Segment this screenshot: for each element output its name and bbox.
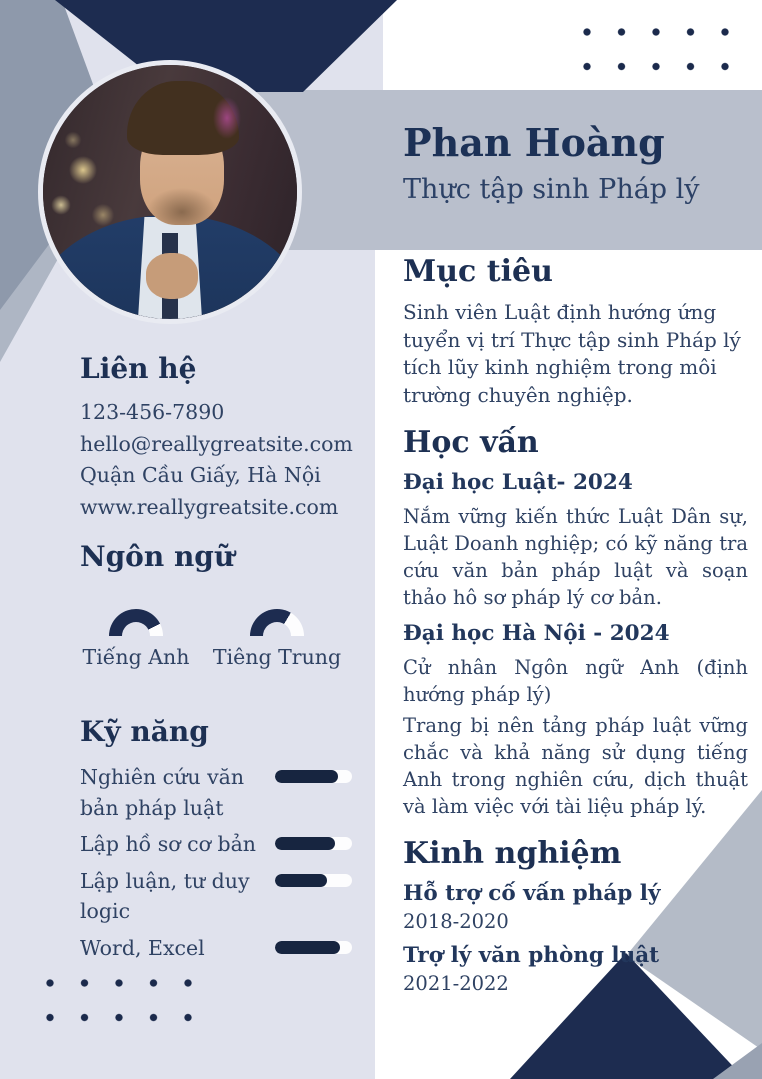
language-gauge-arc: [250, 609, 304, 636]
languages-section: [80, 540, 352, 669]
contact-phone: 123-456-7890: [80, 400, 225, 424]
language-gauge: [250, 609, 304, 636]
objective-heading: Mục tiêu: [403, 254, 553, 289]
experience-role: Hỗ trợ cố vấn pháp lý: [403, 881, 661, 906]
candidate-title: Thực tập sinh Pháp lý: [403, 173, 700, 205]
language-gauge-arc: [109, 609, 163, 636]
education-description: Nắm vững kiến thức Luật Dân sự, Luật Doanh nghiệp; có kỹ năng tra cứu văn bản pháp luật và soạn thảo hô sơ pháp lý cơ bản.: [403, 505, 748, 609]
skill-bar-fill: [275, 770, 338, 783]
skill-label: Word, Excel: [80, 935, 205, 960]
portrait-hands: [146, 253, 198, 299]
language-gauge: [109, 609, 163, 636]
skill-label: Lập luận, tư duy logic: [80, 868, 250, 923]
language-item: [80, 609, 192, 669]
skill-bar-fill: [275, 837, 335, 850]
language-label: Tiêng Trung: [212, 645, 342, 669]
contact-email: hello@reallygreatsite.com: [80, 431, 353, 456]
skill-row: [80, 829, 352, 860]
main-column: [403, 250, 748, 1001]
education-school: Đại học Luật- 2024: [403, 470, 633, 495]
skill-row: [80, 933, 352, 964]
skill-bar: [275, 837, 352, 850]
skill-bar: [275, 941, 352, 954]
experience-period: 2018-2020: [403, 910, 509, 933]
header-block: [403, 122, 700, 205]
experience-section: [403, 836, 748, 997]
experience-period: 2021-2022: [403, 972, 509, 995]
experience-heading: Kinh nghiệm: [403, 836, 622, 871]
language-label: Tiếng Anh: [82, 645, 190, 669]
skills-section: [80, 715, 352, 969]
skill-row: [80, 762, 352, 823]
skill-bar: [275, 770, 352, 783]
education-description: Cử nhân Ngôn ngữ Anh (định hướng pháp lý): [403, 656, 748, 706]
skill-bar-fill: [275, 874, 327, 887]
skill-label: Lập hồ sơ cơ bản: [80, 832, 257, 856]
education-heading: Học vấn: [403, 425, 539, 460]
objective-text: Sinh viên Luật định hướng ứng tuyển vị trí Thực tập sinh Pháp lý tích lũy kinh nghiệm trong môi trường chuyên nghiệp.: [403, 300, 741, 407]
languages-row: [80, 609, 352, 669]
dot-grid-bottom-left: [46, 979, 196, 1025]
education-school: Đại học Hà Nội - 2024: [403, 621, 670, 646]
skills-list: [80, 762, 352, 963]
dot-grid-top-right: [583, 28, 733, 74]
contact-website: www.reallygreatsite.com: [80, 494, 339, 519]
contact-list: [80, 397, 352, 523]
experience-role: Trợ lý văn phòng luật: [403, 943, 660, 968]
skills-heading: Kỹ năng: [80, 715, 209, 748]
skill-bar: [275, 874, 352, 887]
contact-section: [80, 352, 352, 523]
contact-heading: Liên hệ: [80, 352, 197, 385]
skill-row: [80, 866, 352, 927]
skill-bar-fill: [275, 941, 340, 954]
candidate-name: Phan Hoàng: [403, 120, 665, 165]
contact-address: Quận Cầu Giấy, Hà Nội: [80, 463, 321, 487]
languages-heading: Ngôn ngữ: [80, 540, 235, 573]
education-description: Trang bị nên tảng pháp luật vững chắc và khả năng sử dụng tiếng Anh trong nghiên cứu, dịch thuật và làm việc với tài liệu pháp lý.: [403, 714, 748, 818]
skill-label: Nghiên cứu văn bản pháp luật: [80, 765, 245, 820]
language-item: [202, 609, 352, 669]
profile-photo: [38, 60, 302, 324]
portrait-hair-streak: [213, 97, 241, 139]
